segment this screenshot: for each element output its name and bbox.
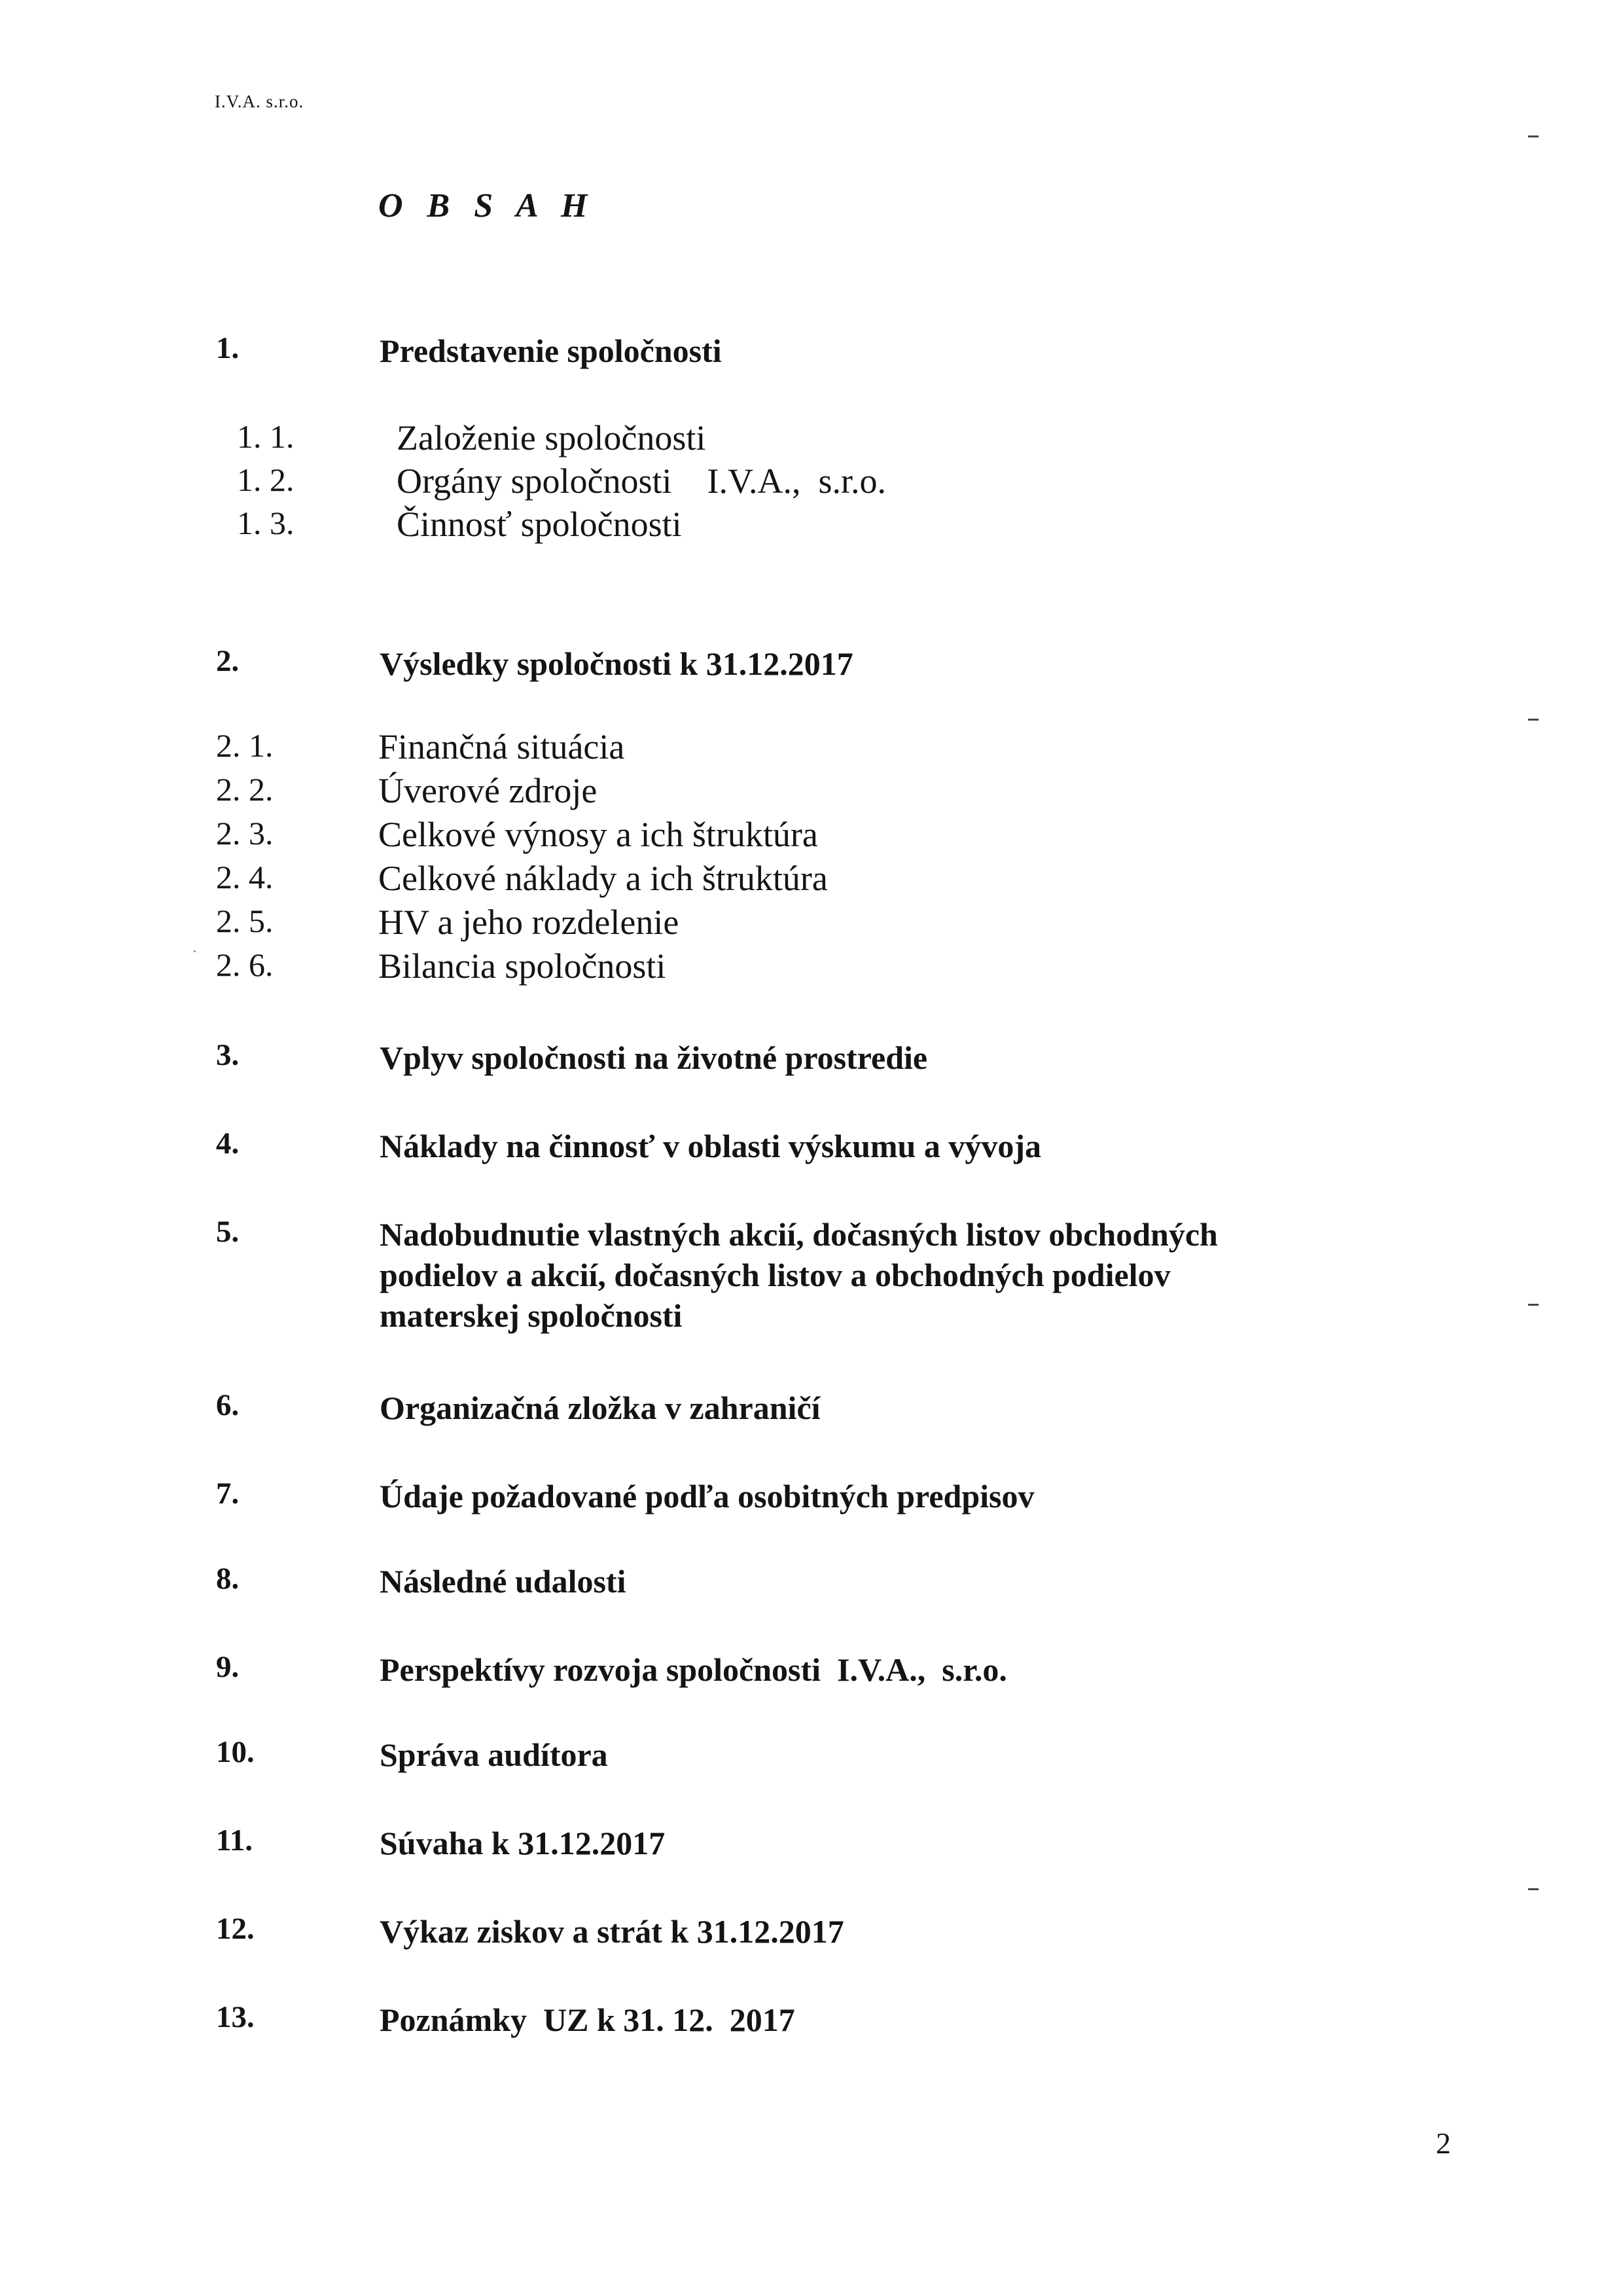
scan-mark [1528, 1304, 1539, 1306]
subsection-title: Založenie spoločnosti [397, 418, 706, 457]
section-number: 2. [216, 644, 240, 678]
scan-speck [194, 950, 196, 952]
section-title: Údaje požadované podľa osobitných predpisov [380, 1478, 1035, 1515]
subsection-number: 2. 1. [216, 727, 274, 764]
section-title: Výsledky spoločnosti k 31.12.2017 [380, 645, 853, 682]
section-title: Organizačná zložka v zahraničí [380, 1390, 821, 1426]
subsection-title: Celkové náklady a ich štruktúra [378, 859, 828, 898]
section-number: 4. [216, 1126, 240, 1160]
section-title: Náklady na činnosť v oblasti výskumu a vývoja [380, 1128, 1042, 1164]
subsection-title: HV a jeho rozdelenie [378, 903, 679, 942]
section-title: Súvaha k 31.12.2017 [380, 1825, 666, 1861]
company-header: I.V.A. s.r.o. [215, 92, 304, 111]
section-number: 10. [216, 1735, 255, 1769]
section-title: Nadobudnutie vlastných akcií, dočasných listov obchodných podielov a akcií, dočasných listov a obchodných podielov materskej spoločnosti [380, 1216, 1218, 1334]
section-title: Vplyv spoločnosti na životné prostredie [380, 1039, 928, 1076]
section-number: 5. [216, 1215, 240, 1249]
scan-mark [1528, 135, 1539, 137]
subsection-number: 2. 2. [216, 771, 274, 808]
subsection-title: Orgány spoločnosti I.V.A., s.r.o. [397, 461, 887, 501]
subsection-number: 1. 1. [237, 418, 294, 455]
section-title: Perspektívy rozvoja spoločnosti I.V.A., s.r.o. [380, 1651, 1007, 1688]
subsection-title: Finančná situácia [378, 727, 625, 766]
subsection-number: 2. 3. [216, 815, 274, 852]
section-title: Predstavenie spoločnosti [380, 332, 722, 369]
subsection-number: 2. 5. [216, 903, 274, 939]
section-title: Následné udalosti [380, 1563, 626, 1600]
scan-mark [1528, 1888, 1539, 1890]
section-number: 12. [216, 1912, 255, 1946]
subsection-number: 1. 3. [237, 505, 294, 541]
section-title: Výkaz ziskov a strát k 31.12.2017 [380, 1913, 844, 1950]
section-number: 1. [216, 331, 240, 365]
page-title: O B S A H [378, 187, 596, 224]
section-number: 7. [216, 1477, 240, 1511]
page-number: 2 [1436, 2126, 1451, 2160]
section-title: Poznámky UZ k 31. 12. 2017 [380, 2001, 795, 2038]
subsection-title: Bilancia spoločnosti [378, 946, 666, 986]
subsection-title: Celkové výnosy a ich štruktúra [378, 815, 818, 854]
subsection-number: 2. 4. [216, 859, 274, 895]
subsection-number: 2. 6. [216, 946, 274, 983]
section-number: 9. [216, 1650, 240, 1684]
scan-mark [1528, 719, 1539, 721]
subsection-number: 1. 2. [237, 461, 294, 498]
section-number: 11. [216, 1823, 253, 1857]
section-number: 13. [216, 2000, 255, 2034]
section-title: Správa audítora [380, 1736, 608, 1773]
section-number: 3. [216, 1038, 240, 1072]
subsection-title: Činnosť spoločnosti [397, 505, 682, 544]
section-number: 6. [216, 1388, 240, 1422]
section-number: 8. [216, 1562, 240, 1596]
subsection-title: Úverové zdroje [378, 771, 597, 810]
